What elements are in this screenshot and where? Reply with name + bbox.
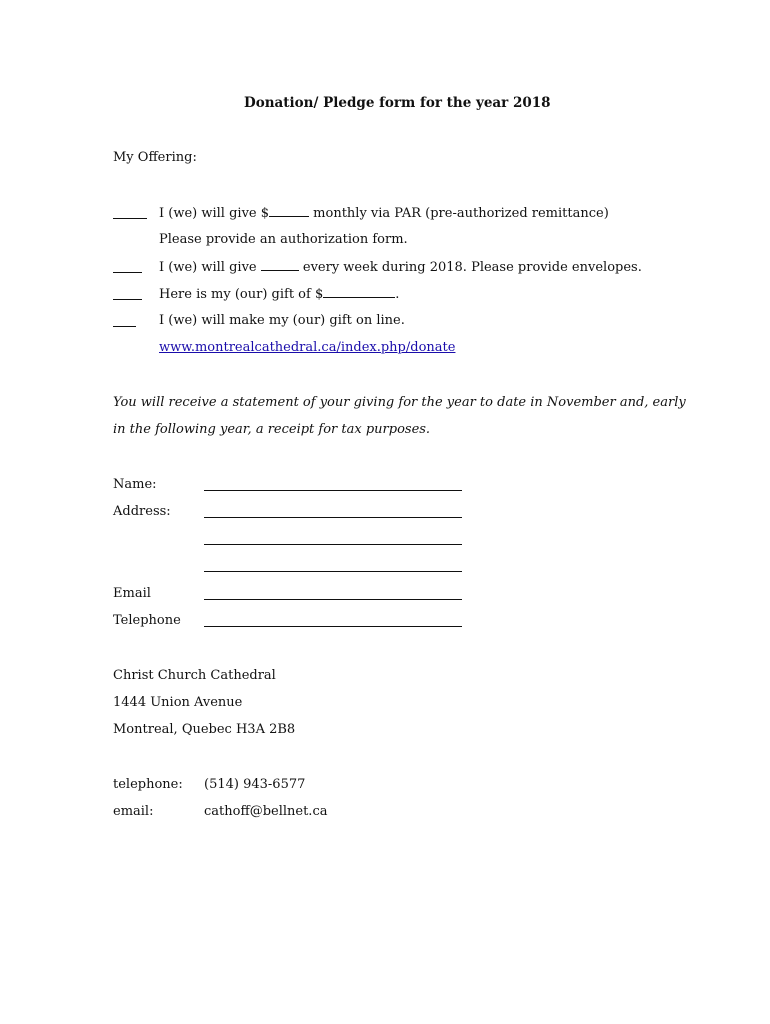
notice-line-1: You will receive a statement of your giving for the year to date in November and, early: [113, 395, 686, 410]
option-2-checkbox-blank[interactable]: [113, 260, 142, 273]
email-field[interactable]: [204, 599, 462, 600]
telephone-label: Telephone: [113, 613, 181, 628]
name-field[interactable]: [204, 490, 462, 491]
name-label: Name:: [113, 477, 157, 492]
option-1-checkbox-blank[interactable]: [113, 206, 147, 219]
option-3-amount-blank[interactable]: [323, 285, 395, 298]
contact-email-label: email:: [113, 804, 154, 819]
telephone-field[interactable]: [204, 626, 462, 627]
address-field-line-3[interactable]: [204, 571, 462, 572]
option-2-amount-blank[interactable]: [261, 258, 299, 271]
option-1-subtext: Please provide an authorization form.: [159, 232, 408, 247]
option-4-text: I (we) will make my (our) gift on line.: [159, 313, 405, 328]
option-1-text-start: I (we) will give $: [159, 206, 270, 221]
notice-line-2: in the following year, a receipt for tax purposes.: [113, 422, 431, 437]
option-3-checkbox-blank[interactable]: [113, 287, 142, 300]
contact-street: 1444 Union Avenue: [113, 695, 243, 710]
option-2-text: [159, 258, 642, 277]
form-title: Donation/ Pledge form for the year 2018: [244, 95, 551, 111]
option-3-text: [159, 285, 399, 304]
option-4-checkbox-blank[interactable]: [113, 314, 136, 327]
option-3-text-start: Here is my (our) gift of $: [159, 287, 324, 302]
contact-phone: (514) 943-6577: [204, 777, 306, 792]
option-2-text-start: I (we) will give: [159, 260, 261, 275]
option-1-amount-blank[interactable]: [269, 204, 309, 217]
address-field-line-1[interactable]: [204, 517, 462, 518]
address-field-line-2[interactable]: [204, 544, 462, 545]
contact-city: Montreal, Quebec H3A 2B8: [113, 722, 296, 737]
contact-phone-label: telephone:: [113, 777, 183, 792]
email-label: Email: [113, 586, 151, 601]
offering-label: My Offering:: [113, 150, 197, 165]
option-3-text-end: .: [395, 287, 400, 302]
contact-org: Christ Church Cathedral: [113, 668, 276, 683]
option-1-text: [159, 204, 609, 223]
option-2-text-end: every week during 2018. Please provide envelopes.: [298, 260, 642, 275]
donate-link[interactable]: www.montrealcathedral.ca/index.php/donate: [159, 340, 456, 355]
contact-email: cathoff@bellnet.ca: [204, 804, 328, 819]
option-1-text-end: monthly via PAR (pre-authorized remittance): [309, 206, 609, 221]
address-label: Address:: [113, 504, 171, 519]
